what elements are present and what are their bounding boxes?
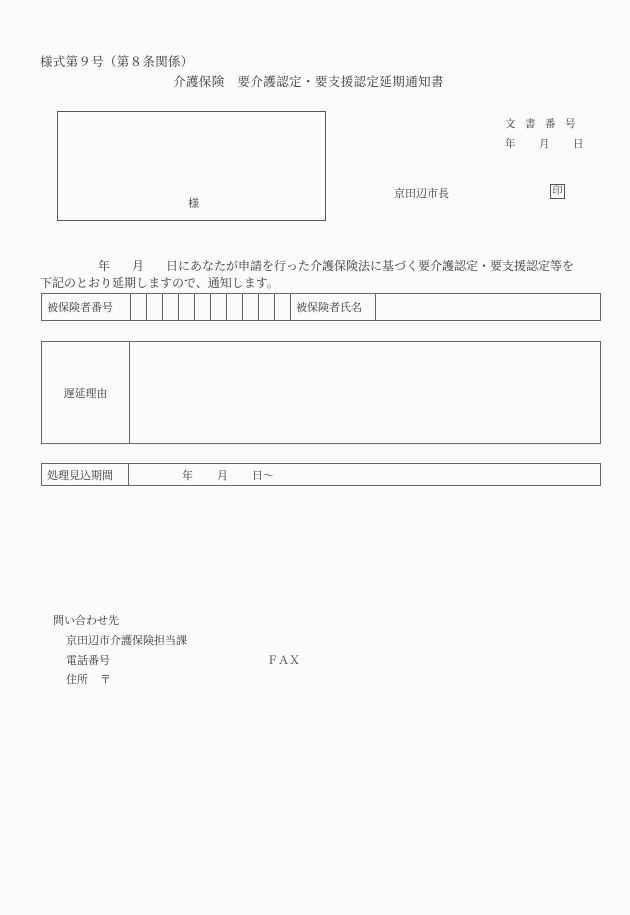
contact-fax-label: ＦＡＸ	[267, 654, 300, 667]
body-text-line1	[40, 257, 574, 274]
insured-number-digit[interactable]	[147, 294, 163, 321]
insured-number-digit[interactable]	[163, 294, 179, 321]
insured-number-digit[interactable]	[131, 294, 147, 321]
addressee-honorific: 様	[188, 197, 199, 210]
insured-number-digit[interactable]	[227, 294, 243, 321]
processing-period-field[interactable]	[129, 464, 601, 486]
insured-name-field[interactable]	[376, 294, 601, 321]
insured-number-digit[interactable]	[243, 294, 259, 321]
doc-number-char: 号	[565, 118, 576, 130]
issuer-name: 京田辺市長	[394, 187, 449, 200]
date-year: 年	[505, 138, 516, 150]
addressee-box[interactable]	[57, 111, 326, 221]
date-month: 月	[539, 138, 550, 150]
insured-number-digit[interactable]	[275, 294, 291, 321]
body-month: 月	[132, 259, 145, 273]
doc-number-char: 番	[545, 118, 556, 130]
period-day: 日～	[252, 468, 274, 482]
delay-reason-table	[41, 341, 601, 444]
doc-number-char: 書	[525, 118, 536, 130]
contact-address-label	[66, 671, 111, 687]
contact-heading: 問い合わせ先	[53, 614, 119, 627]
body-year: 年	[98, 259, 111, 273]
processing-period-table	[41, 463, 601, 486]
processing-period-label: 処理見込期間	[42, 464, 129, 486]
document-number-label	[505, 116, 585, 131]
body-line1-rest: 日にあなたが申請を行った介護保険法に基づく要介護認定・要支援認定等を	[166, 259, 575, 273]
doc-number-char: 文	[505, 118, 516, 130]
delay-reason-field[interactable]	[130, 342, 601, 444]
insured-name-label: 被保険者氏名	[291, 294, 376, 321]
form-number: 様式第９号（第８条関係）	[40, 54, 194, 69]
date-day: 日	[573, 138, 584, 150]
insured-number-digit[interactable]	[211, 294, 227, 321]
insured-number-digit[interactable]	[179, 294, 195, 321]
insured-number-label: 被保険者番号	[42, 294, 131, 321]
period-year: 年	[182, 468, 193, 482]
insured-number-digit[interactable]	[195, 294, 211, 321]
contact-department: 京田辺市介護保険担当課	[66, 634, 187, 647]
address-label: 住所	[66, 673, 88, 686]
insured-number-digit[interactable]	[259, 294, 275, 321]
issue-date-label	[505, 136, 607, 151]
postal-mark-icon: 〒	[100, 673, 111, 686]
contact-phone-label: 電話番号	[66, 654, 110, 667]
body-text-line2: 下記のとおり延期しますので、通知します。	[40, 276, 279, 290]
document-title: 介護保険 要介護認定・要支援認定延期通知書	[173, 74, 444, 89]
insured-info-table	[41, 293, 601, 321]
seal-icon: 印	[550, 184, 565, 199]
delay-reason-label: 遅延理由	[42, 342, 130, 444]
period-month: 月	[217, 468, 228, 482]
